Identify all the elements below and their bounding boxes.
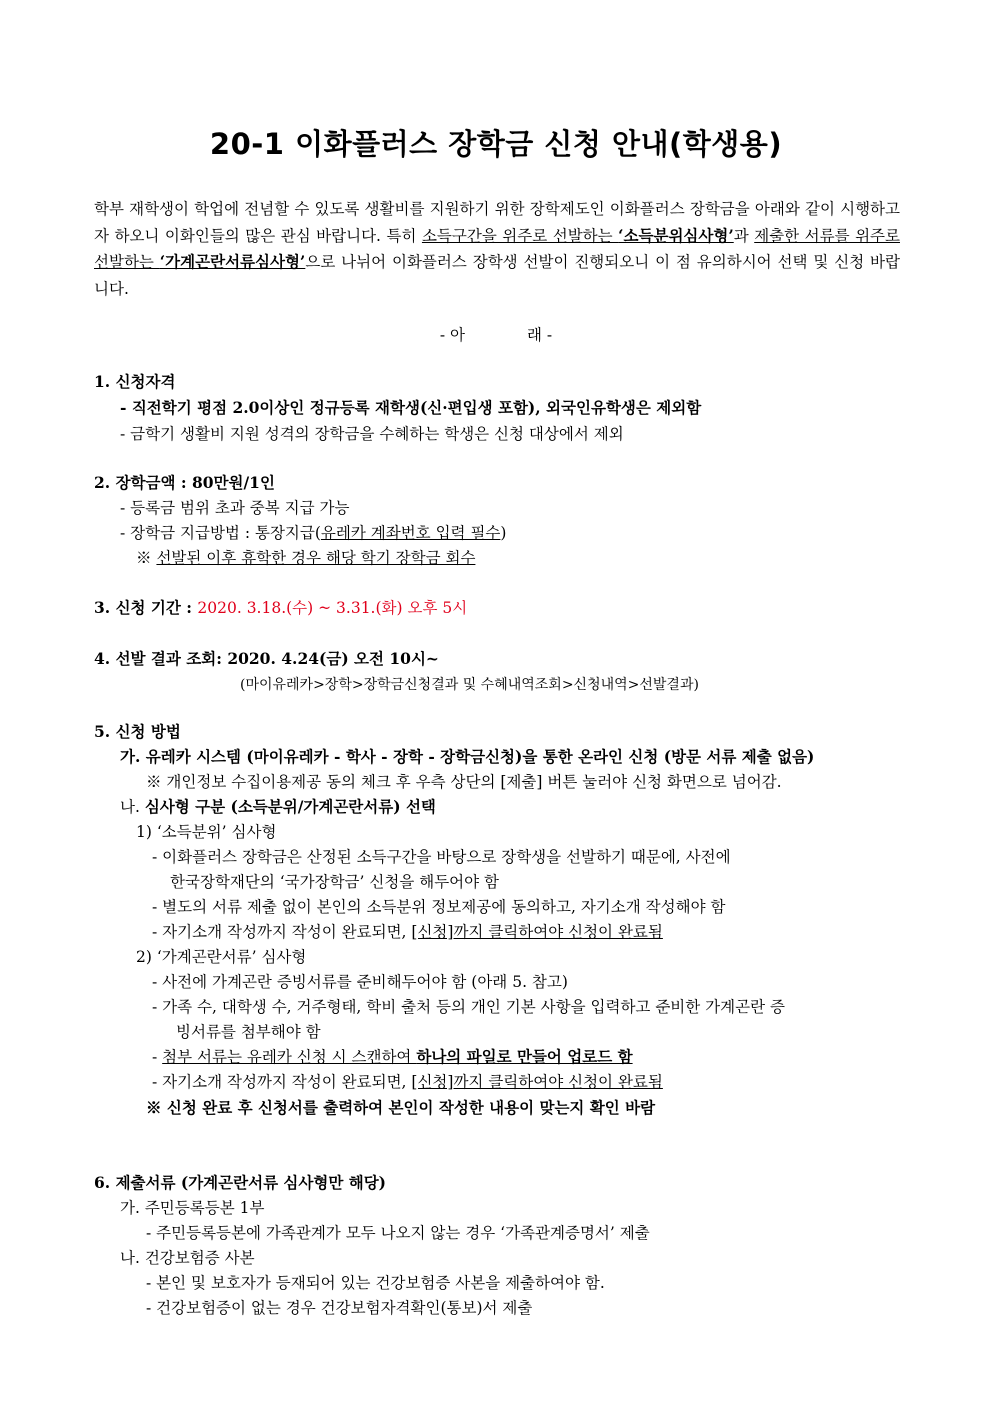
section-5-heading: 5. 신청 방법 xyxy=(94,722,181,741)
type-income-item-1a: - 이화플러스 장학금은 산정된 소득구간을 바탕으로 장학생을 선발하기 때문에, 사전에 xyxy=(152,848,731,866)
section-6-item-na: 나. 건강보험증 사본 xyxy=(120,1249,255,1267)
section-4-heading: 4. 선발 결과 조회: 2020. 4.24(금) 오전 10시~ xyxy=(94,649,439,668)
intro-emphasis-income: ‘소득분위심사형’ xyxy=(618,225,734,245)
type-documents-item-2a: - 가족 수, 대학생 수, 거주형태, 학비 출처 등의 개인 기본 사항을 입력하고 준비한 가계곤란 증 xyxy=(152,998,785,1016)
type-documents-item-3 xyxy=(152,1046,633,1068)
type-documents-item-2b: 빙서류를 첨부해야 함 xyxy=(176,1023,321,1041)
intro-underline-2: 제출한 서류를 위주로 선발하는 xyxy=(94,226,900,271)
section-6-heading: 6. 제출서류 (가계곤란서류 심사형만 해당) xyxy=(94,1173,387,1192)
type-documents-item-3-dash: - xyxy=(152,1048,163,1066)
notice-heading-left: - 아 xyxy=(439,326,465,344)
type-documents-heading: 2) ‘가계곤란서류’ 심사형 xyxy=(136,948,307,966)
type-documents-item-4-underline: [신청]까지 클릭하여야 신청이 완료됨 xyxy=(411,1073,663,1091)
intro-underline-1: 소득구간을 위주로 선발하는 xyxy=(421,226,619,245)
section-5-na-title: 심사형 구분 (소득분위/가계곤란서류) 선택 xyxy=(144,797,436,816)
result-menu-path: (마이유레카>장학>장학금신청결과 및 수혜내역조회>신청내역>선발결과) xyxy=(240,677,699,693)
intro-emphasis-documents: ‘가계곤란서류심사형’ xyxy=(159,252,306,271)
intro-text-2: 과 xyxy=(733,226,755,245)
type-documents-item-1: - 사전에 가계곤란 증빙서류를 준비해두어야 함 (아래 5. 참고) xyxy=(152,973,568,991)
section-1-heading: 1. 신청자격 xyxy=(94,372,176,391)
section-5-item-ga: 가. 유레카 시스템 (마이유레카 - 학사 - 장학 - 장학금신청)을 통한 온라인 신청 (방문 서류 제출 없음) xyxy=(120,747,815,766)
section-5-ga-note: ※ 개인정보 수집이용제공 동의 체크 후 우측 상단의 [제출] 버튼 눌러야 신청 화면으로 넘어감. xyxy=(146,773,782,791)
final-note: ※ 신청 완료 후 신청서를 출력하여 본인이 작성한 내용이 맞는지 확인 바람 xyxy=(146,1098,656,1117)
type-income-heading: 1) ‘소득분위’ 심사형 xyxy=(136,823,277,841)
section-5-item-na xyxy=(120,796,436,818)
section-1-item-1: - 직전학기 평점 2.0이상인 정규등록 재학생(신·편입생 포함), 외국인유학생은 제외함 xyxy=(120,398,702,417)
section-2-item-2 xyxy=(120,522,506,544)
intro-text-1: 학부 재학생이 학업에 전념할 수 있도록 생활비를 지원하기 위한 장학제도인 이화플러스 장학금을 아래와 같이 시행하고자 하오니 이화인들의 많은 관심 바랍니다. 특히 xyxy=(94,200,900,245)
section-6-ga-item-1: - 주민등록등본에 가족관계가 모두 나오지 않는 경우 ‘가족관계증명서’ 제출 xyxy=(146,1224,650,1242)
section-2-item-2-underline: 유레카 계좌번호 입력 필수 xyxy=(320,524,501,542)
type-income-item-3-text: - 자기소개 작성까지 작성이 완료되면, xyxy=(152,923,412,941)
type-income-item-2: - 별도의 서류 제출 없이 본인의 소득분위 정보제공에 동의하고, 자기소개 작성해야 함 xyxy=(152,898,726,916)
section-6-na-item-1: - 본인 및 보호자가 등재되어 있는 건강보험증 사본을 제출하여야 함. xyxy=(146,1274,605,1292)
intro-text-3: 으로 나뉘어 이화플러스 장학생 선발이 진행되오니 이 점 유의하시어 선택 및 신청 바랍니다. xyxy=(94,253,900,298)
section-6-item-ga: 가. 주민등록등본 1부 xyxy=(120,1199,265,1217)
notice-heading-right: 래 - xyxy=(527,326,553,344)
type-documents-item-3-underline: 첨부 서류는 유레카 신청 시 스캔하여 xyxy=(162,1048,417,1066)
section-3 xyxy=(94,597,467,619)
type-documents-item-3-emphasis: 하나의 파일로 만들어 업로드 함 xyxy=(416,1047,633,1066)
type-income-item-3 xyxy=(152,921,663,943)
reference-mark: ※ xyxy=(136,549,157,567)
section-2-item-2-text: - 장학금 지급방법 : 통장지급( xyxy=(120,524,321,542)
section-3-heading: 3. 신청 기간 : xyxy=(94,598,198,617)
page-title: 20-1 이화플러스 장학금 신청 안내(학생용) xyxy=(209,127,783,161)
section-1-item-2: - 금학기 생활비 지원 성격의 장학금을 수혜하는 학생은 신청 대상에서 제외 xyxy=(120,425,624,443)
intro-paragraph xyxy=(94,196,900,302)
section-2-note xyxy=(136,547,475,569)
section-2-note-underline: 선발된 이후 휴학한 경우 해당 학기 장학금 회수 xyxy=(156,549,476,567)
section-2-item-1: - 등록금 범위 초과 중복 지급 가능 xyxy=(120,499,350,517)
section-6-na-item-2: - 건강보험증이 없는 경우 건강보험자격확인(통보)서 제출 xyxy=(146,1299,533,1317)
application-period: 2020. 3.18.(수) ~ 3.31.(화) 오후 5시 xyxy=(197,599,468,617)
notice-heading xyxy=(0,323,992,345)
section-2-item-2-close: ) xyxy=(500,524,507,542)
type-documents-item-4 xyxy=(152,1071,663,1093)
type-income-item-1b: 한국장학재단의 ‘국가장학금’ 신청을 해두어야 함 xyxy=(170,873,500,891)
section-5-na-prefix: 나. xyxy=(120,798,145,816)
type-documents-item-4-text: - 자기소개 작성까지 작성이 완료되면, xyxy=(152,1073,412,1091)
type-income-item-3-underline: [신청]까지 클릭하여야 신청이 완료됨 xyxy=(411,923,663,941)
section-2-heading: 2. 장학금액 : 80만원/1인 xyxy=(94,473,275,492)
